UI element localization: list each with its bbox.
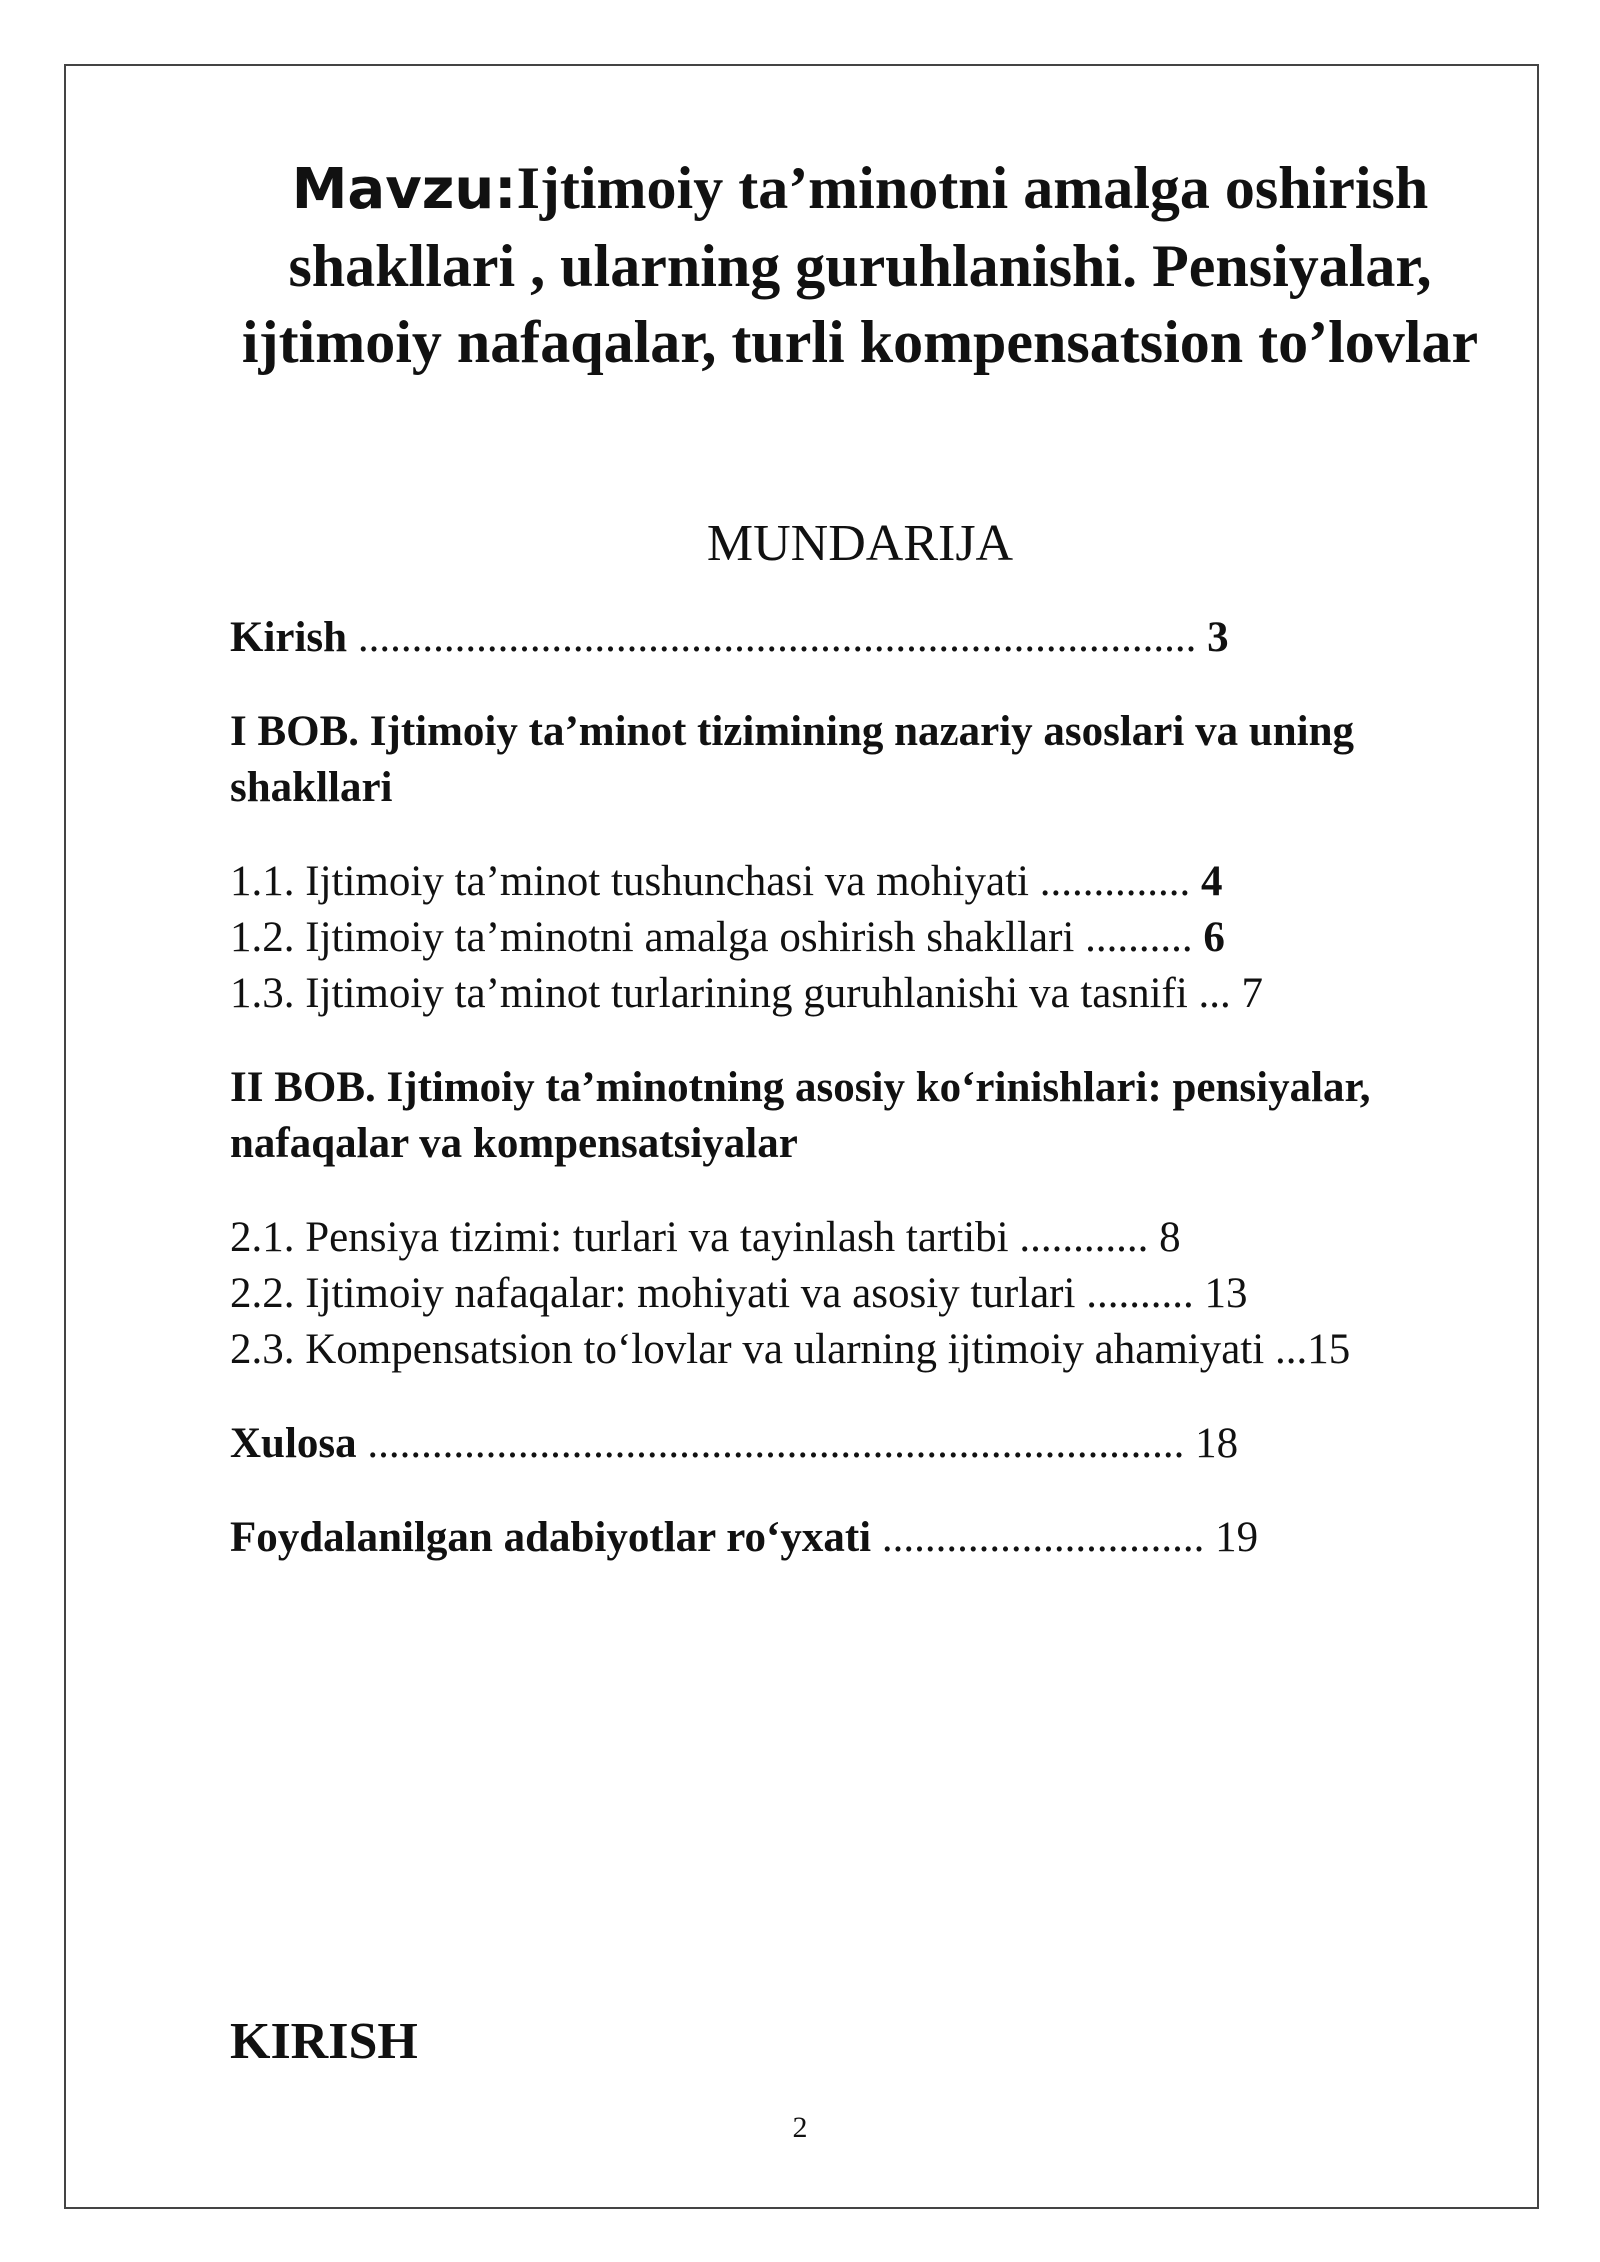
toc-entry-text: 1.1. Ijtimoiy ta’minot tushunchasi va mohiyati .............. bbox=[230, 858, 1191, 905]
toc-entry-adabiyotlar bbox=[230, 1510, 1430, 1566]
toc-entry-leader: ............................................................................ 18 bbox=[356, 1420, 1239, 1467]
toc-entry-label: Foydalanilgan adabiyotlar ro‘yxati bbox=[230, 1514, 872, 1561]
toc-heading: MUNDARIJA bbox=[706, 515, 1014, 572]
toc-entry-label: Xulosa bbox=[230, 1420, 357, 1467]
toc-entry-1-1 bbox=[230, 854, 1430, 910]
section-heading-kirish: KIRISH bbox=[230, 2013, 418, 2070]
toc-entry-page: 3 bbox=[1196, 614, 1229, 661]
toc-entry-page: 6 bbox=[1192, 914, 1225, 961]
toc-entry-2-1: 2.1. Pensiya tizimi: turlari va tayinlash tartibi ............ 8 bbox=[230, 1214, 1181, 1261]
toc-entry-kirish bbox=[230, 610, 1430, 666]
toc-entry-leader: .............................. 19 bbox=[871, 1514, 1259, 1561]
toc-entry-label: Kirish bbox=[230, 614, 348, 661]
title-text: Ijtimoiy ta’minotni amalga oshirish shakllari , ularning guruhlanishi. Pensiyalar, ijtimoiy nafaqalar, turli kompensatsion to’lovlar bbox=[241, 155, 1479, 375]
toc-entry-leader: .............................................................................. bbox=[347, 614, 1197, 661]
table-of-contents bbox=[230, 610, 1430, 1566]
toc-entry-page: 4 bbox=[1190, 858, 1223, 905]
toc-entry-1-2 bbox=[230, 910, 1430, 966]
toc-entry-xulosa bbox=[230, 1416, 1430, 1472]
document-title bbox=[230, 150, 1490, 380]
toc-entry-2-3: 2.3. Kompensatsion to‘lovlar va ularning ijtimoiy ahamiyati ...15 bbox=[230, 1326, 1351, 1373]
toc-chapter-2: II BOB. Ijtimoiy ta’minotning asosiy ko‘rinishlari: pensiyalar, nafaqalar va kompensatsiyalar bbox=[230, 1064, 1371, 1167]
title-lead: Mavzu: bbox=[291, 157, 517, 222]
page-number: 2 bbox=[792, 2111, 808, 2144]
toc-entry-text: 1.2. Ijtimoiy ta’minotni amalga oshirish shakllari .......... bbox=[230, 914, 1193, 961]
toc-entry-2-2: 2.2. Ijtimoiy nafaqalar: mohiyati va asosiy turlari .......... 13 bbox=[230, 1270, 1248, 1317]
toc-entry-1-3: 1.3. Ijtimoiy ta’minot turlarining guruhlanishi va tasnifi ... 7 bbox=[230, 970, 1264, 1017]
toc-chapter-1: I BOB. Ijtimoiy ta’minot tizimining nazariy asoslari va uning shakllari bbox=[230, 708, 1355, 811]
